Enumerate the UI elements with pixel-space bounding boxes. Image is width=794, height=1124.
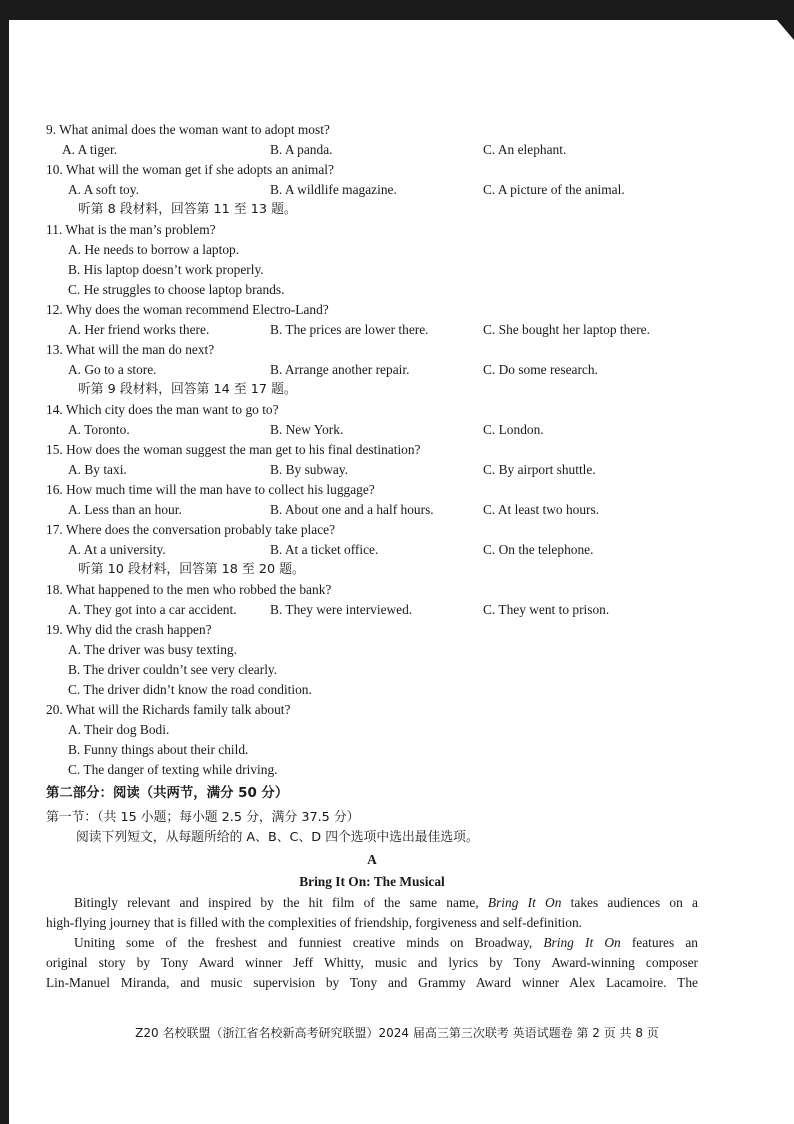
option-b: B. A panda. (270, 142, 333, 157)
option-b: B. By subway. (270, 462, 348, 477)
question-9-options (46, 140, 698, 160)
question-11-stem: 11. What is the man’s problem? (46, 222, 216, 237)
question-12-options (46, 320, 698, 340)
passage-title: Bring It On: The Musical (299, 874, 445, 889)
passage-title-italic: Bring It On (487, 895, 562, 910)
passage-title-italic: Bring It On (543, 935, 621, 950)
question-14-stem: 14. Which city does the man want to go to? (46, 402, 279, 417)
page-content (46, 120, 698, 993)
option-c: C. The driver didn’t know the road condition. (68, 682, 312, 697)
question-19-stem: 19. Why did the crash happen? (46, 622, 212, 637)
option-c: C. At least two hours. (483, 502, 600, 517)
page-footer: Z20 名校联盟（浙江省名校新高考研究联盟）2024 届高三第三次联考 英语试题卷 第 2 页 共 8 页 (135, 1026, 659, 1040)
reading-instruction: 阅读下列短文，从每题所给的 A、B、C、D 四个选项中选出最佳选项。 (76, 830, 479, 845)
option-b: B. The prices are lower there. (270, 322, 429, 337)
option-a: A. Their dog Bodi. (68, 722, 170, 737)
option-b: B. New York. (270, 422, 344, 437)
option-b: B. They were interviewed. (270, 602, 413, 617)
question-10-options (46, 180, 698, 200)
option-b: B. Arrange another repair. (270, 362, 410, 377)
option-c: C. A picture of the animal. (483, 182, 625, 197)
option-a: A. Toronto. (68, 422, 130, 437)
option-b: B. The driver couldn’t see very clearly. (68, 662, 278, 677)
question-18-stem: 18. What happened to the men who robbed the bank? (46, 582, 332, 597)
option-a: A. The driver was busy texting. (68, 642, 237, 657)
question-17-stem: 17. Where does the conversation probably take place? (46, 522, 336, 537)
option-b: B. Funny things about their child. (68, 742, 249, 757)
option-a: A. A tiger. (62, 142, 118, 157)
option-a: A. He needs to borrow a laptop. (68, 242, 240, 257)
question-16-options (46, 500, 698, 520)
option-a: A. They got into a car accident. (68, 602, 237, 617)
passage-paragraph-1 (46, 893, 698, 913)
option-a: A. A soft toy. (68, 182, 139, 197)
scan-border-left (0, 0, 9, 1124)
option-c: C. London. (483, 422, 544, 437)
option-c: C. Do some research. (483, 362, 598, 377)
option-c: C. By airport shuttle. (483, 462, 596, 477)
listening-instruction-10: 听第 10 段材料，回答第 18 至 20 题。 (78, 562, 305, 577)
question-14-options (46, 420, 698, 440)
option-a: A. By taxi. (68, 462, 127, 477)
passage-paragraph-2-line-2: original story by Tony Award winner Jeff Whitty, music and lyrics by Tony Award-winning composer (46, 955, 698, 970)
listening-instruction-8: 听第 8 段材料，回答第 11 至 13 题。 (78, 202, 297, 217)
passage-letter: A (367, 852, 377, 867)
question-10-stem: 10. What will the woman get if she adopts an animal? (46, 162, 334, 177)
question-15-options (46, 460, 698, 480)
question-9-stem: 9. What animal does the woman want to adopt most? (46, 122, 330, 137)
option-b: B. A wildlife magazine. (270, 182, 397, 197)
question-12-stem: 12. Why does the woman recommend Electro-Land? (46, 302, 329, 317)
scan-corner-mark (760, 0, 794, 40)
option-c: C. He struggles to choose laptop brands. (68, 282, 285, 297)
passage-paragraph-1-line-2: high-flying journey that is filled with the complexities of friendship, forgiveness and self-definition. (46, 915, 583, 930)
scan-border-top (0, 0, 794, 20)
passage-paragraph-2-line-3: Lin-Manuel Miranda, and music supervision by Tony and Grammy Award winner Alex Lacamoire. The (46, 975, 698, 990)
question-18-options (46, 600, 698, 620)
question-16-stem: 16. How much time will the man have to collect his luggage? (46, 482, 375, 497)
option-c: C. On the telephone. (483, 542, 594, 557)
question-17-options (46, 540, 698, 560)
question-13-options (46, 360, 698, 380)
question-20-stem: 20. What will the Richards family talk about? (46, 702, 291, 717)
option-b: B. His laptop doesn’t work properly. (68, 262, 264, 277)
option-c: C. She bought her laptop there. (483, 322, 650, 337)
question-15-stem: 15. How does the woman suggest the man get to his final destination? (46, 442, 421, 457)
passage-text: features an (620, 935, 698, 950)
option-b: B. At a ticket office. (270, 542, 379, 557)
passage-text: Bitingly relevant and inspired by the hit film of the same name, (74, 895, 488, 910)
option-a: A. At a university. (68, 542, 166, 557)
option-c: C. The danger of texting while driving. (68, 762, 278, 777)
question-13-stem: 13. What will the man do next? (46, 342, 215, 357)
option-c: C. They went to prison. (483, 602, 610, 617)
passage-paragraph-2 (46, 933, 698, 953)
part-two-heading: 第二部分：阅读（共两节，满分 50 分） (46, 786, 289, 801)
passage-text: Uniting some of the freshest and funniest creative minds on Broadway, (74, 935, 544, 950)
option-a: A. Less than an hour. (68, 502, 182, 517)
section-one-heading: 第一节：（共 15 小题；每小题 2.5 分，满分 37.5 分） (46, 810, 360, 825)
option-a: A. Go to a store. (68, 362, 157, 377)
passage-text: takes audiences on a (561, 895, 698, 910)
option-c: C. An elephant. (483, 142, 567, 157)
option-b: B. About one and a half hours. (270, 502, 434, 517)
listening-instruction-9: 听第 9 段材料，回答第 14 至 17 题。 (78, 382, 297, 397)
option-a: A. Her friend works there. (68, 322, 210, 337)
